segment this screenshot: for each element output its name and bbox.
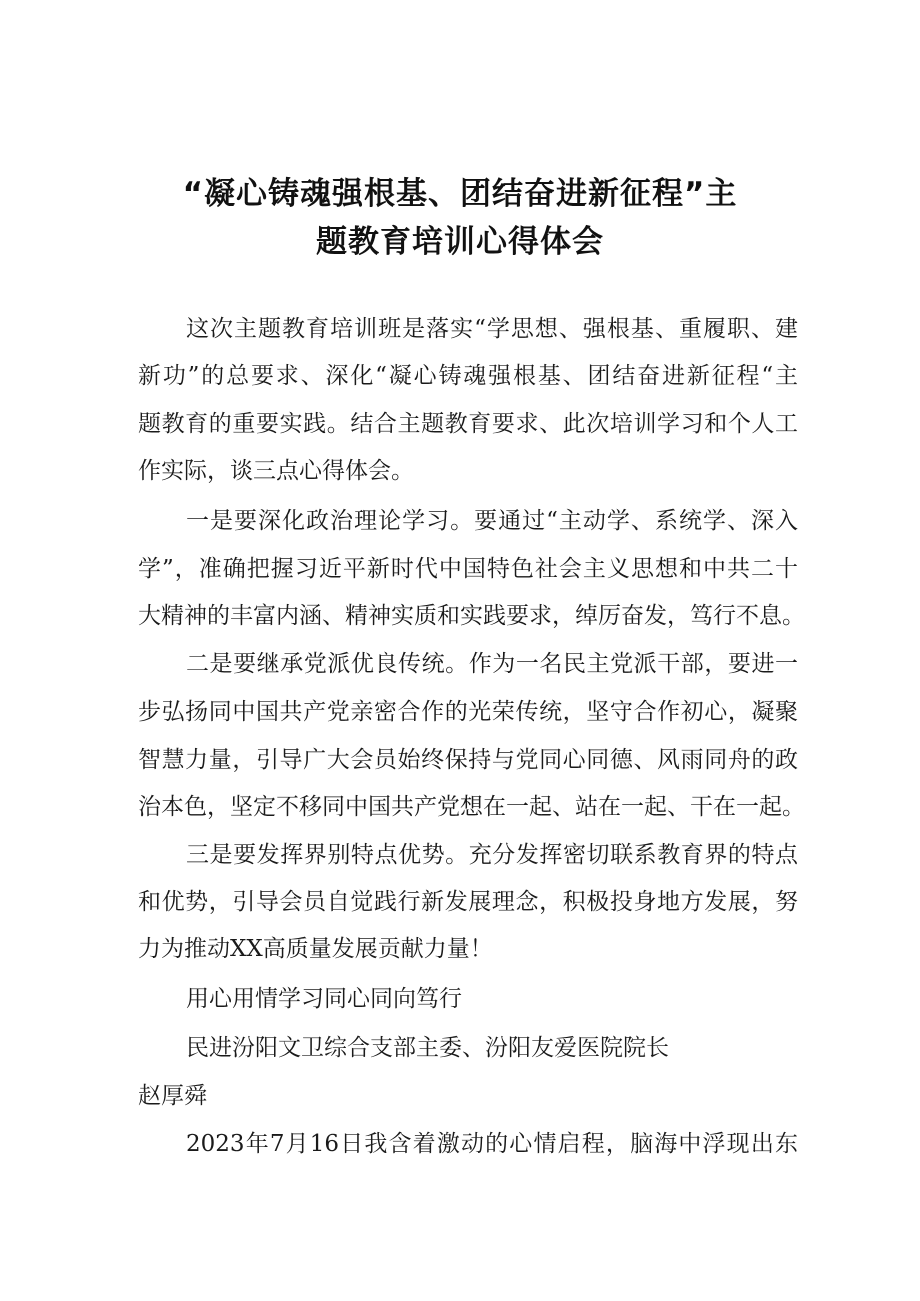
point1-line-2: 学”，准确把握习近平新时代中国特色社会主义思想和中共二十 [138,556,798,582]
section2-heading: 用心用情学习同心同向笃行 [186,986,462,1012]
point3-line-2: 和优势，引导会员自觉践行新发展理念，积极投身地方发展，努 [138,889,798,915]
point1-line-1: 一是要深化政治理论学习。要通过“主动学、系统学、深入 [186,508,798,534]
intro-line-1: 这次主题教育培训班是落实“学思想、强根基、重履职、建 [186,316,798,342]
section2-author-title: 民进汾阳文卫综合支部主委、汾阳友爱医院院长 [186,1035,669,1061]
point2-line-2: 步弘扬同中国共产党亲密合作的光荣传统，坚守合作初心，凝聚 [138,699,798,725]
document-title-line-2: 题教育培训心得体会 [316,224,604,260]
point2-line-3: 智慧力量，引导广大会员始终保持与党同心同德、风雨同舟的政 [138,747,798,773]
intro-line-3: 题教育的重要实践。结合主题教育要求、此次培训学习和个人工 [138,411,798,437]
point2-line-4: 治本色，坚定不移同中国共产党想在一起、站在一起、干在一起。 [138,794,805,820]
section2-first-line: 2023年7月16日我含着激动的心情启程，脑海中浮现出东 [186,1131,798,1157]
section2-author-name: 赵厚舜 [138,1083,207,1109]
point3-line-1: 三是要发挥界别特点优势。充分发挥密切联系教育界的特点 [186,842,798,868]
document-title-line-1: “凝心铸魂强根基、团结奋进新征程”主 [182,176,738,212]
point2-line-1: 二是要继承党派优良传统。作为一名民主党派干部，要进一 [186,651,798,677]
intro-line-2: 新功”的总要求、深化“凝心铸魂强根基、团结奋进新征程“主 [138,363,798,389]
point1-line-3: 大精神的丰富内涵、精神实质和实践要求，绰厉奋发，笃行不息。 [138,603,805,629]
point3-line-3: 力为推动XX高质量发展贡献力量！ [138,936,493,962]
intro-line-4: 作实际，谈三点心得体会。 [138,458,414,484]
